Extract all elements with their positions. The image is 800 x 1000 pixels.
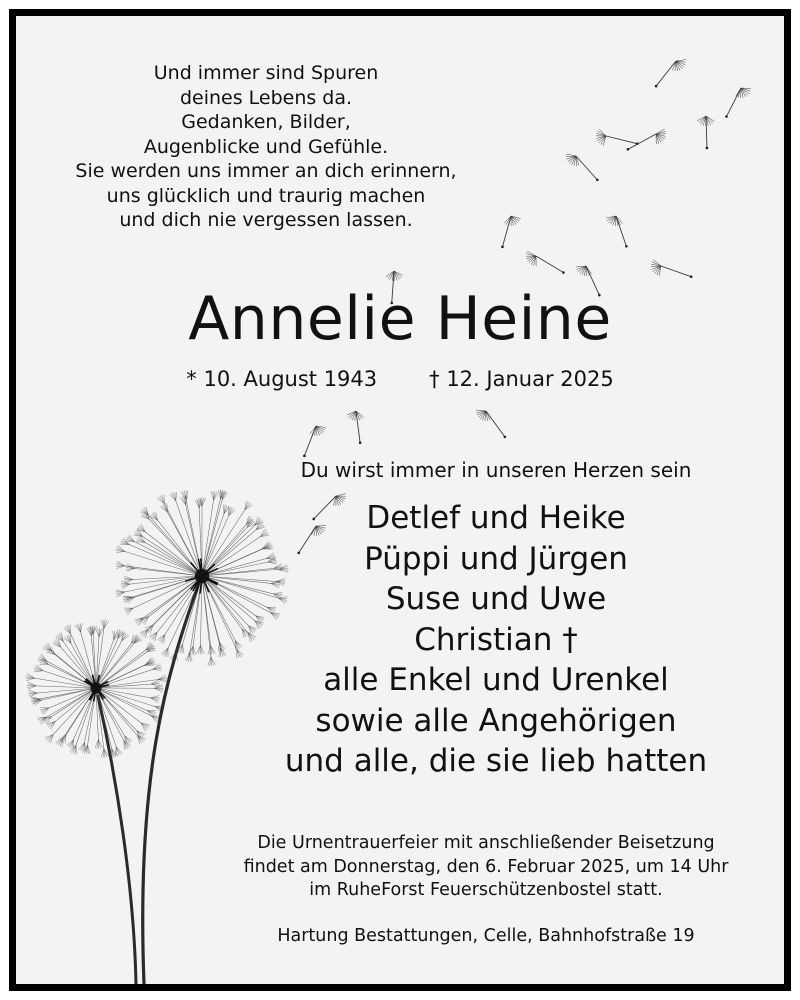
undertaker: Hartung Bestattungen, Celle, Bahnhofstraße 19 <box>277 926 695 946</box>
dandelion-head <box>26 620 167 758</box>
flying-seed <box>627 129 666 151</box>
poem <box>56 61 476 233</box>
poem-line: deines Lebens da. <box>179 86 353 109</box>
flying-seed <box>697 116 714 149</box>
heart-line: Du wirst immer in unseren Herzen sein <box>300 458 692 482</box>
service-line: Die Urnentrauerfeier mit anschließender Beisetzung <box>257 833 715 853</box>
flying-seed <box>725 88 751 118</box>
poem-line: uns glücklich und traurig machen <box>106 184 426 207</box>
flying-seed <box>566 154 599 181</box>
poem-line: und dich nie vergessen lassen. <box>119 209 413 231</box>
birth-date: * 10. August 1943 <box>186 367 378 391</box>
mourner-line: Christian † <box>414 621 578 658</box>
service-line: findet am Donnerstag, den 6. Februar 2025, um 14 Uhr <box>243 856 729 877</box>
obituary-notice <box>9 9 791 991</box>
flying-seed <box>596 129 638 146</box>
mourner-line: sowie alle Angehörigen <box>315 702 677 739</box>
flying-seed <box>655 60 686 88</box>
death-date: † 12. Januar 2025 <box>429 367 614 391</box>
mourners-list <box>216 498 776 782</box>
dandelion-stem <box>98 696 136 984</box>
dandelion-stem <box>143 586 198 984</box>
flying-seed <box>303 426 326 457</box>
mourner-line: Suse und Uwe <box>385 581 607 617</box>
flying-seed <box>347 411 364 444</box>
deceased-name: Annelie Heine <box>188 284 612 354</box>
life-dates <box>16 366 784 392</box>
mourner-line: alle Enkel und Urenkel <box>323 662 669 698</box>
mourner-line: und alle, die sie lieb hatten <box>284 743 708 779</box>
mourner-line: Detlef und Heike <box>366 500 626 536</box>
flying-seed <box>501 216 521 248</box>
poem-line: Und immer sind Spuren <box>153 62 379 84</box>
flying-seed <box>476 410 506 438</box>
service-info <box>196 832 776 903</box>
poem-line: Sie werden uns immer an dich erinnern, <box>75 160 457 182</box>
flying-seed <box>651 260 692 278</box>
mourner-line: Püppi und Jürgen <box>364 540 628 577</box>
poem-line: Gedanken, Bilder, <box>181 111 351 133</box>
poem-line: Augenblicke und Gefühle. <box>143 135 389 158</box>
service-line: im RuheForst Feuerschützenbostel statt. <box>309 880 663 900</box>
flying-seed <box>606 216 627 248</box>
flying-seed <box>526 251 565 274</box>
